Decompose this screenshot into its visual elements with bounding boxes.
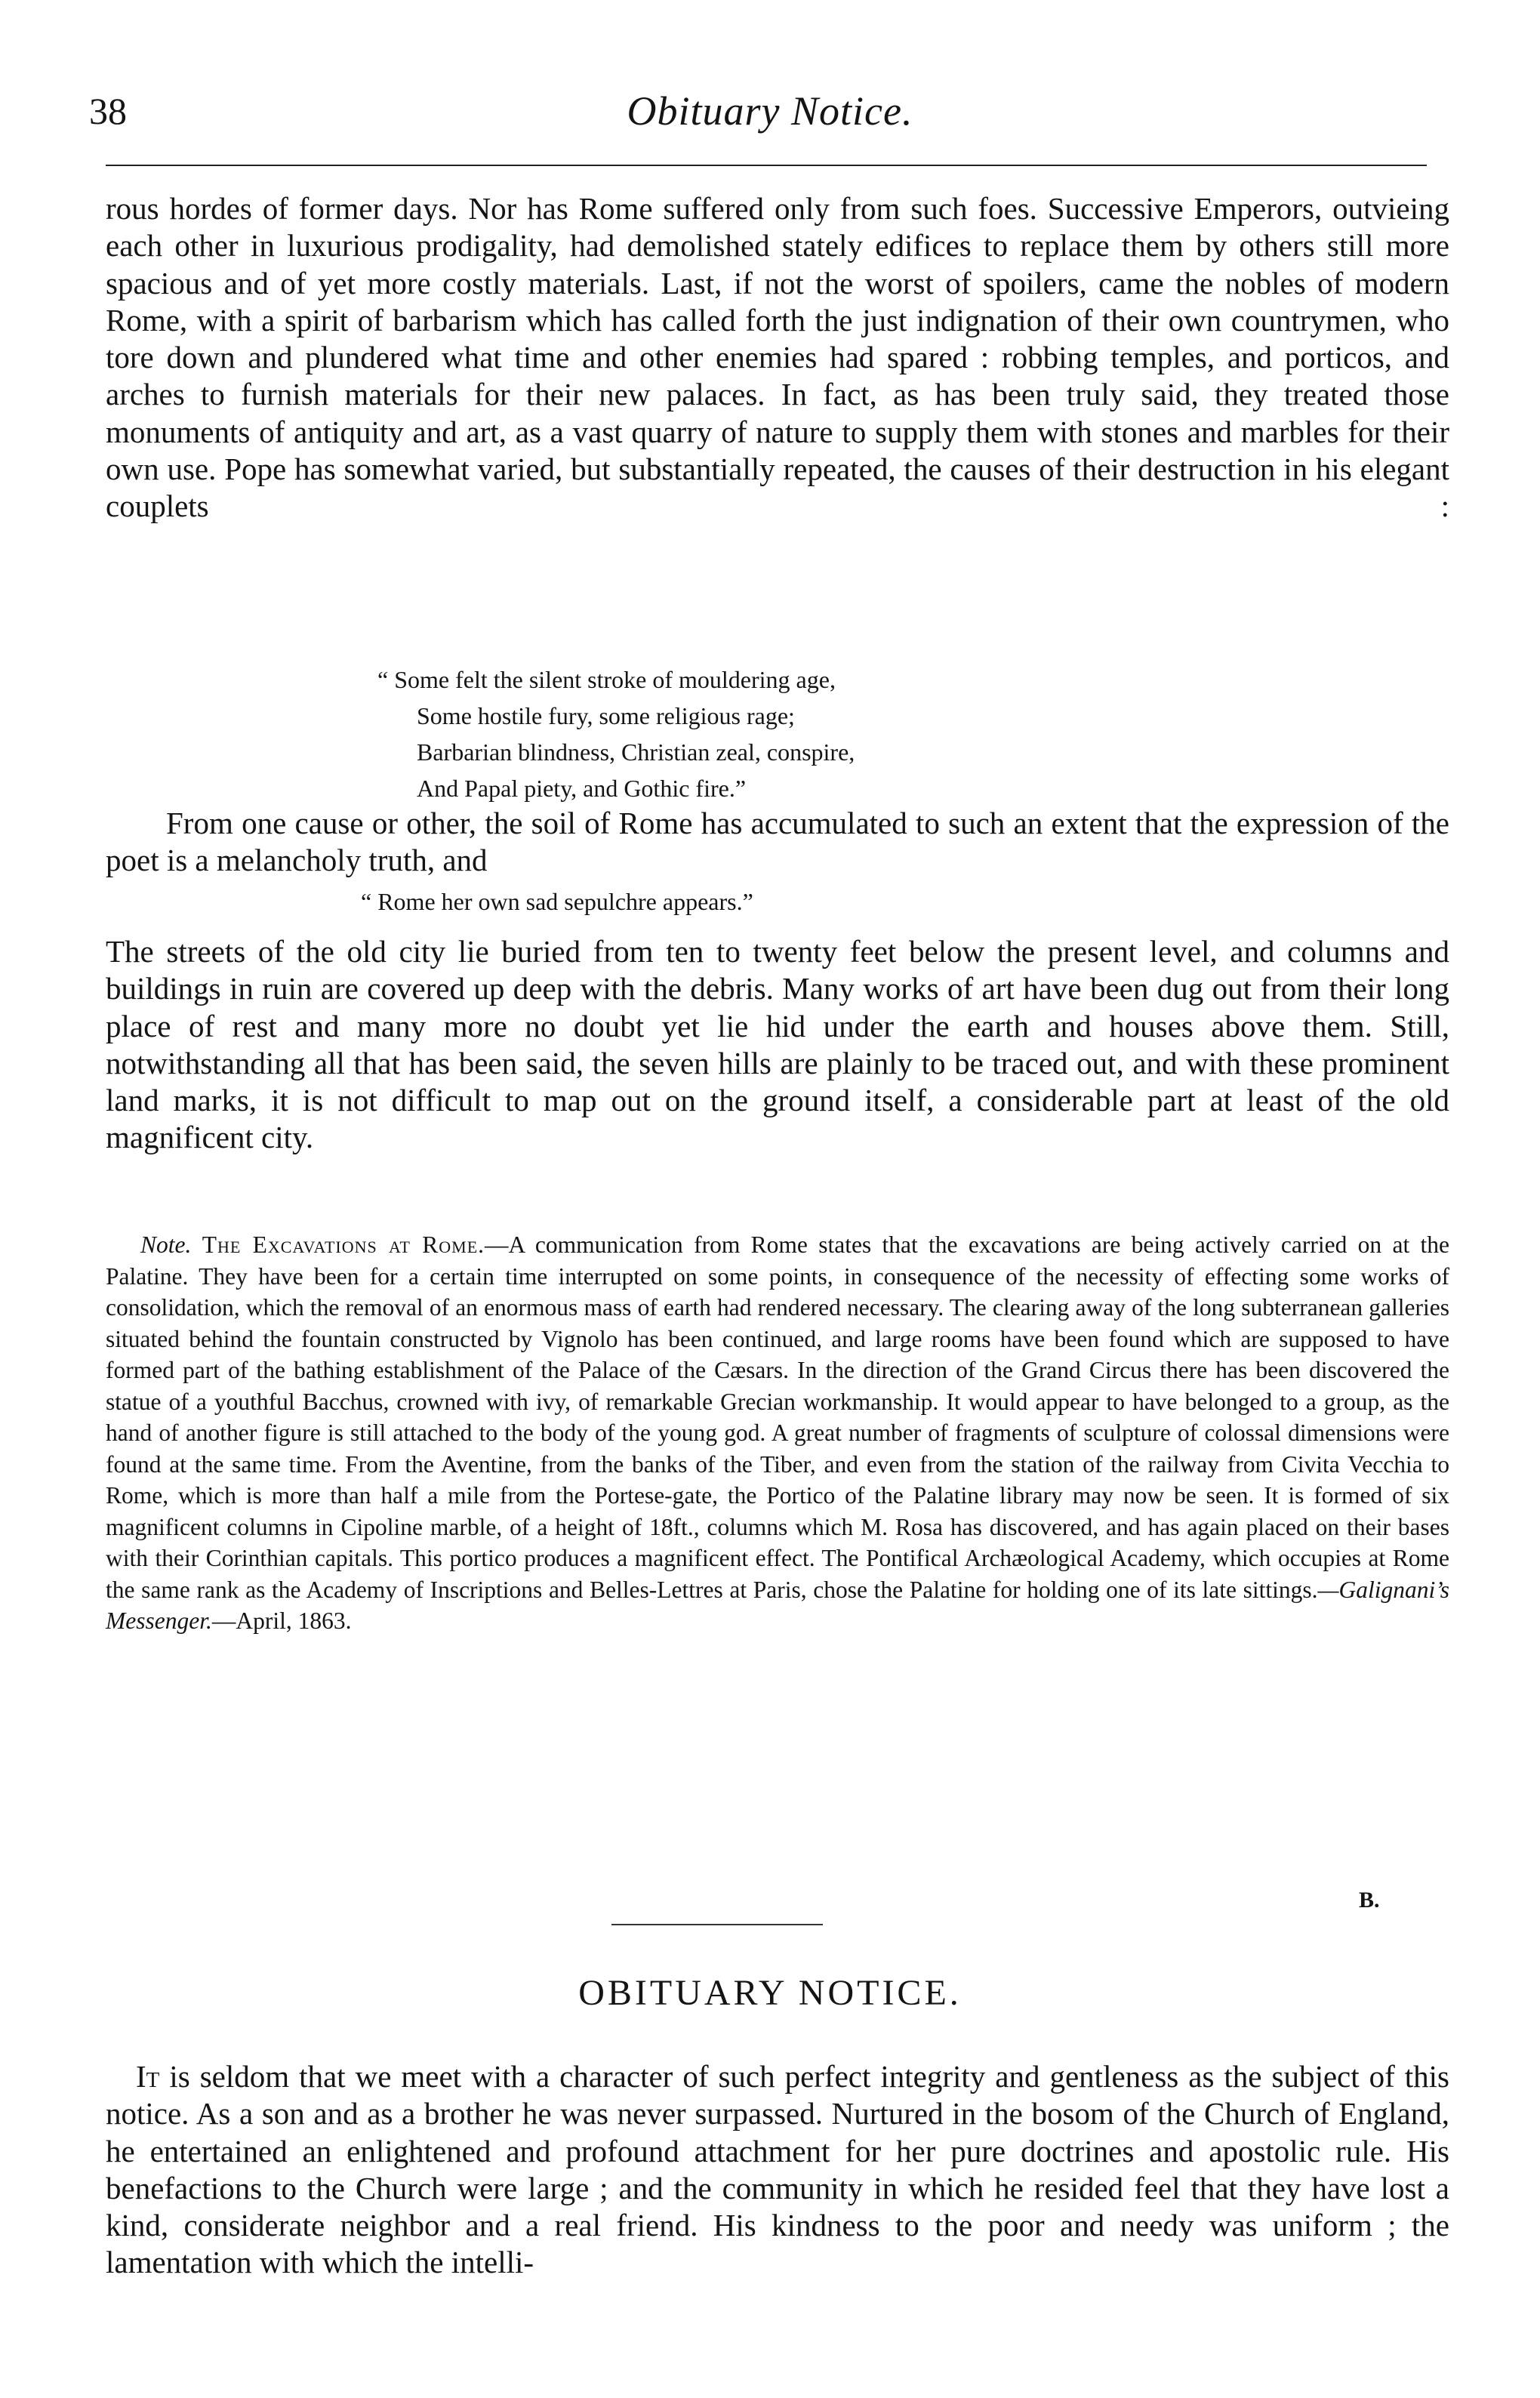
paragraph-3: The streets of the old city lie buried from ten to twenty feet below the present level, and columns and buildings in ruin are covered up deep with the debris. Many works of art have been dug out from their long place of rest and many more no doubt yet lie hid under the earth and houses above them. Still, notwithstanding all that has been said, the seven hills are plainly to be traced out, and with these prominent land marks, it is not difficult to map out on the ground itself, a considerable part at least of the old magnificent city.: [106, 934, 1449, 1155]
section-heading: OBITUARY NOTICE.: [578, 1973, 962, 2013]
obituary-initial: It: [136, 2059, 160, 2094]
obituary-text: is seldom that we meet with a character of such perfect integrity and gentleness as the subject of this notice. As a son and as a brother he was never surpassed. Nurtured in the bosom of the Church of England, he entertained an enlightened and profound attachment for her pure doctrines and apostolic rule. His benefactions to the Church were large ; and the community in which he resided feel that they have lost a kind, considerate neighbor and a real friend. His kindness to the poor and needy was uniform ; the lamentation with which the intelli-: [106, 2059, 1449, 2280]
header-rule: [106, 165, 1427, 166]
section-divider: [611, 1924, 823, 1925]
paragraph-2: From one cause or other, the soil of Rome has accumulated to such an extent that the expression of the poet is a melancholy truth, and: [106, 806, 1449, 878]
obituary-paragraph: [106, 2058, 1449, 2282]
note-source: —Galignani’s Messenger.: [106, 1576, 1449, 1634]
running-head: Obituary Notice.: [627, 88, 913, 134]
note-date: —April, 1863.: [211, 1607, 352, 1634]
verse-line-2: Some hostile fury, some religious rage;: [417, 702, 795, 729]
note-text: —A communication from Rome states that the excavations are being actively carried on at the Palatine. They have been for a certain time interrupted on some points, in consequence of the necessity of effecting some works of consolidation, which the removal of an enormous mass of earth had rendered necessary. The clearing away of the long subterranean galleries situated behind the fountain constructed by Vignolo has been continued, and large rooms have been found which are supposed to have formed part of the bathing establishment of the Palace of the Cæsars. In the direction of the Grand Circus there has been discovered the statue of a youthful Bacchus, crowned with ivy, of remarkable Grecian workmanship. It would appear to have belonged to a group, as the hand of another figure is still attached to the body of the young god. A great number of fragments of sculpture of colossal dimensions were found at the same time. From the Aventine, from the banks of the Tiber, and even from the station of the railway from Civita Vecchia to Rome, which is more than half a mile from the Portese-gate, the Portico of the Palatine library may now be seen. It is formed of six magnificent columns in Cipoline marble, of a height of 18ft., columns which M. Rosa has discovered, and has again placed on their bases with their Corinthian capitals. This portico produces a magnificent effect. The Pontifical Archæological Academy, which occupies at Rome the same rank as the Academy of Inscriptions and Belles-Lettres at Paris, chose the Palatine for holding one of its late sittings.: [106, 1231, 1450, 1603]
note-title: The Excavations at Rome.: [202, 1231, 485, 1258]
page-number: 38: [89, 90, 127, 132]
note-label: Note.: [140, 1231, 192, 1258]
quote-line: “ Rome her own sad sepulchre appears.”: [361, 888, 753, 915]
footnote: [106, 1229, 1449, 1637]
verse-line-1: “ Some felt the silent stroke of mouldering age,: [377, 666, 836, 693]
note-signature: B.: [1359, 1888, 1380, 1913]
verse-line-3: Barbarian blindness, Christian zeal, conspire,: [417, 738, 855, 766]
verse-line-4: And Papal piety, and Gothic fire.”: [417, 775, 747, 802]
paragraph-1: rous hordes of former days. Nor has Rome suffered only from such foes. Successive Emperors, outvieing each other in luxurious prodigality, had demolished stately edifices to replace them by others still more spacious and of yet more costly materials. Last, if not the worst of spoilers, came the nobles of modern Rome, with a spirit of barbarism which has called forth the just indignation of their own countrymen, who tore down and plundered what time and other enemies had spared : robbing temples, and porticos, and arches to furnish materials for their new palaces. In fact, as has been truly said, they treated those monuments of antiquity and art, as a vast quarry of nature to supply them with stones and marbles for their own use. Pope has somewhat varied, but substantially repeated, the causes of their destruction in his elegant couplets :: [106, 191, 1449, 524]
verse-quotation: [0, 661, 1540, 806]
